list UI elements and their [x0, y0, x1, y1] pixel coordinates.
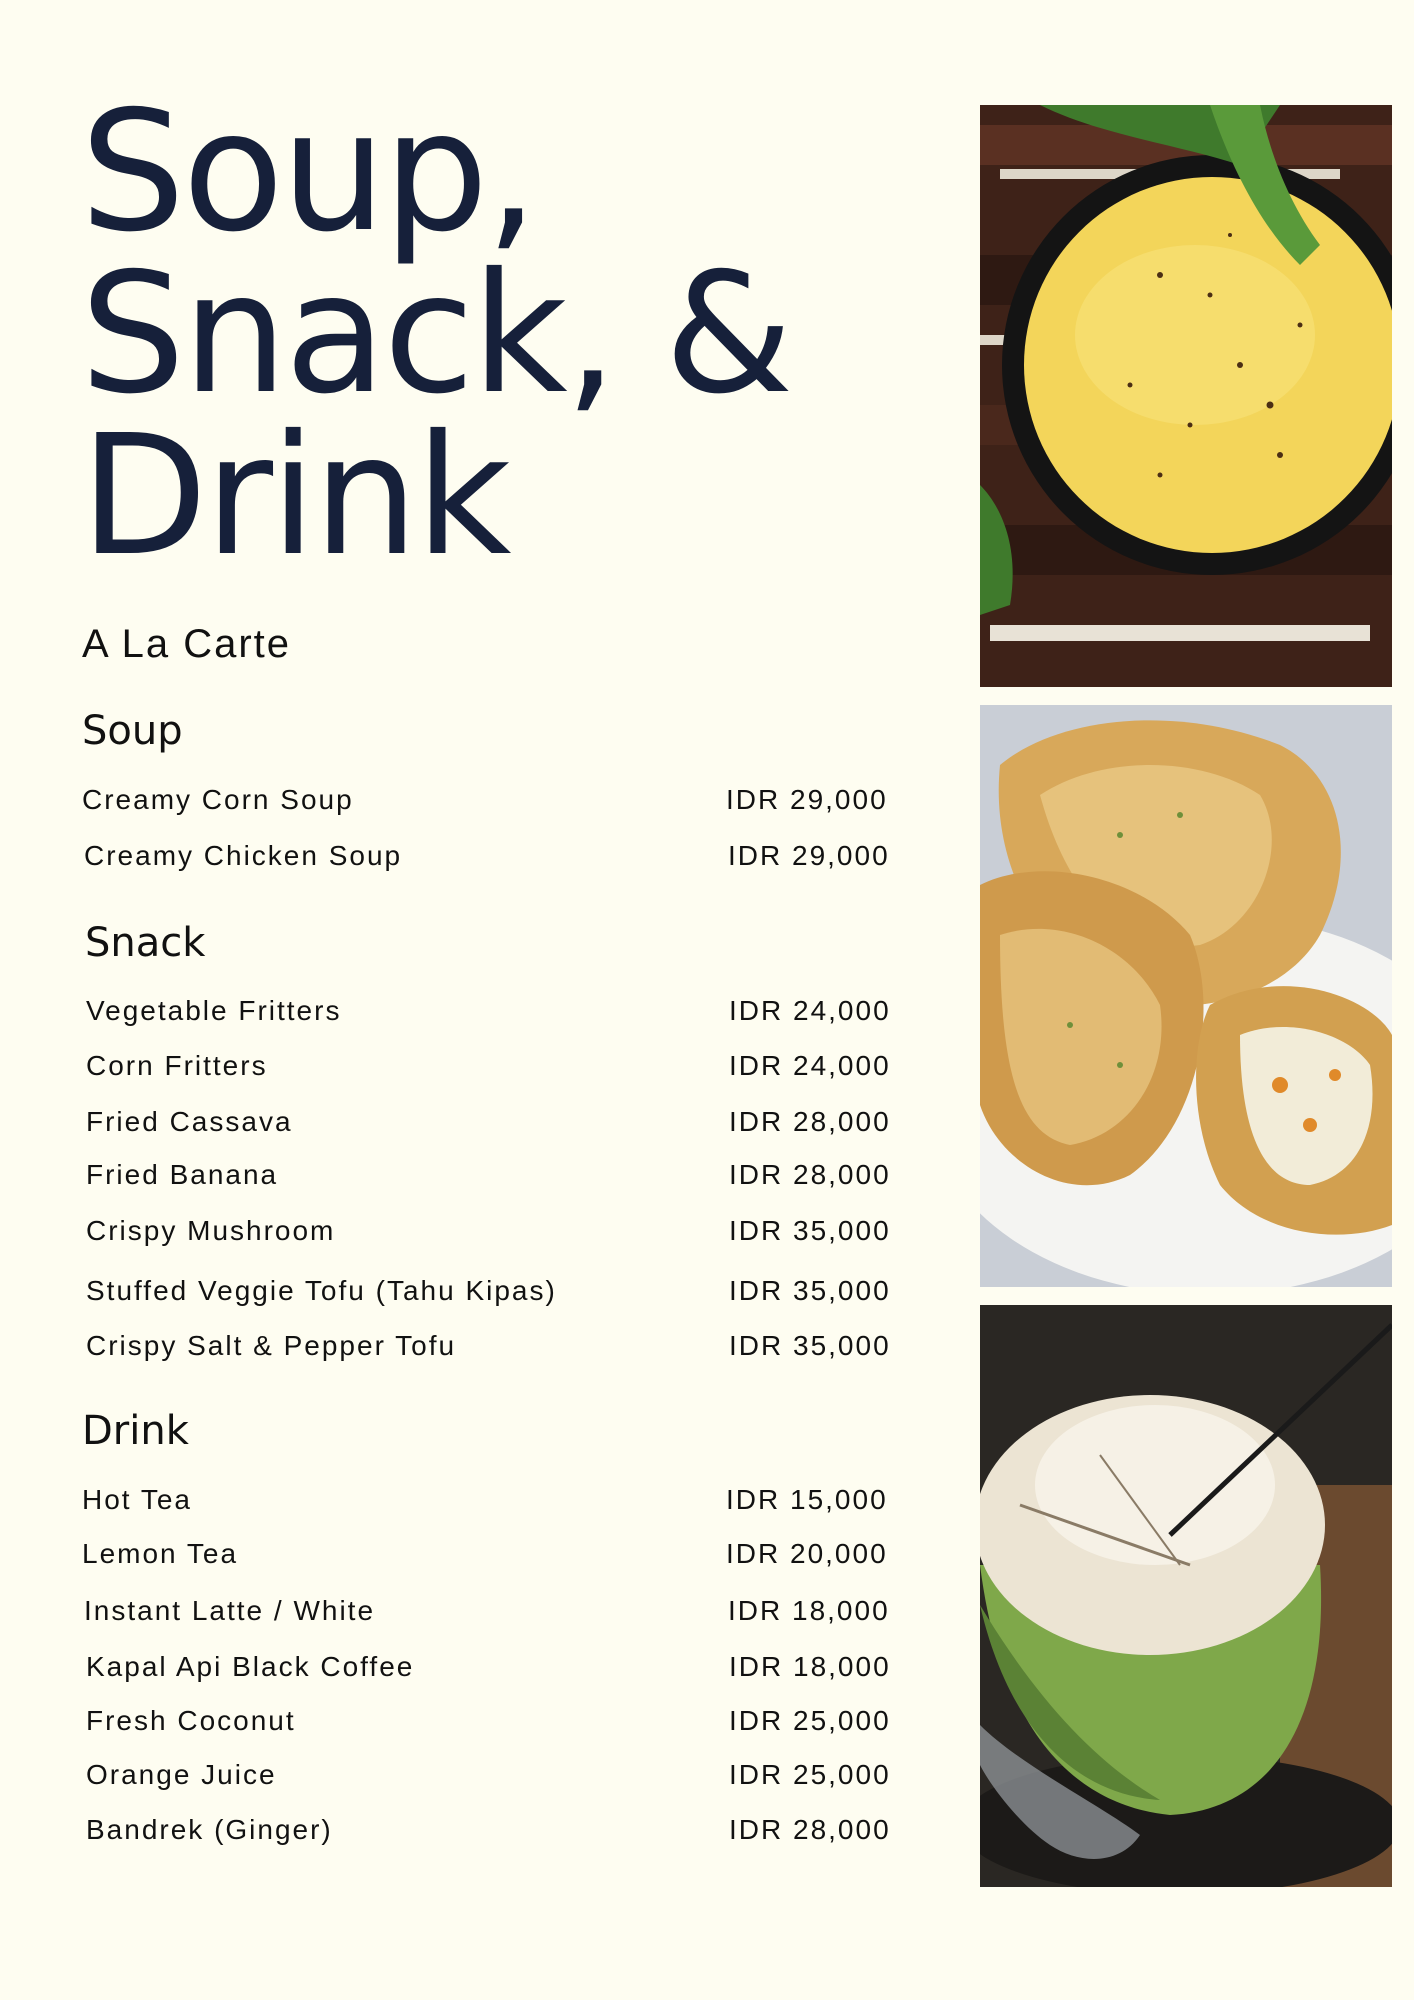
- item-price: IDR 25,000: [729, 1705, 891, 1736]
- fritters-photo: [980, 705, 1392, 1287]
- item-price: IDR 24,000: [729, 995, 891, 1026]
- soup-photo: [980, 105, 1392, 687]
- item-name: Hot Tea: [82, 1484, 192, 1515]
- item-price: IDR 29,000: [728, 840, 890, 871]
- item-name: Bandrek (Ginger): [86, 1814, 333, 1845]
- drink-heading: Drink: [82, 1408, 189, 1454]
- item-price: IDR 35,000: [729, 1275, 891, 1306]
- item-price: IDR 24,000: [729, 1050, 891, 1081]
- menu-title-line-2: Snack, &: [80, 238, 791, 431]
- item-price: IDR 28,000: [729, 1814, 891, 1845]
- menu-title: [80, 76, 791, 593]
- item-price: IDR 35,000: [729, 1330, 891, 1361]
- menu-title-line-3: Drink: [80, 400, 509, 593]
- item-name: Fried Cassava: [86, 1106, 293, 1137]
- coconut-photo: [980, 1305, 1392, 1887]
- item-name: Kapal Api Black Coffee: [86, 1651, 415, 1682]
- item-name: Fresh Coconut: [86, 1705, 296, 1736]
- item-name: Creamy Corn Soup: [82, 784, 354, 815]
- menu-subtitle: A La Carte: [82, 622, 292, 666]
- item-price: IDR 20,000: [726, 1538, 888, 1569]
- item-price: IDR 28,000: [729, 1159, 891, 1190]
- item-name: Lemon Tea: [82, 1538, 239, 1569]
- item-price: IDR 35,000: [729, 1215, 891, 1246]
- item-price: IDR 25,000: [729, 1759, 891, 1790]
- item-price: IDR 29,000: [726, 784, 888, 815]
- item-name: Corn Fritters: [86, 1050, 268, 1081]
- item-name: Crispy Mushroom: [86, 1215, 336, 1246]
- item-name: Vegetable Fritters: [86, 995, 342, 1026]
- item-name: Instant Latte / White: [84, 1595, 376, 1626]
- item-price: IDR 15,000: [726, 1484, 888, 1515]
- item-name: Crispy Salt & Pepper Tofu: [86, 1330, 457, 1361]
- snack-heading: Snack: [85, 920, 206, 966]
- item-name: Fried Banana: [86, 1159, 279, 1190]
- soup-heading: Soup: [82, 708, 183, 754]
- item-name: Orange Juice: [86, 1759, 277, 1790]
- menu-title-line-1: Soup,: [80, 76, 536, 269]
- item-name: Stuffed Veggie Tofu (Tahu Kipas): [86, 1275, 557, 1306]
- item-price: IDR 18,000: [728, 1595, 890, 1626]
- item-price: IDR 28,000: [729, 1106, 891, 1137]
- item-price: IDR 18,000: [729, 1651, 891, 1682]
- item-name: Creamy Chicken Soup: [84, 840, 403, 871]
